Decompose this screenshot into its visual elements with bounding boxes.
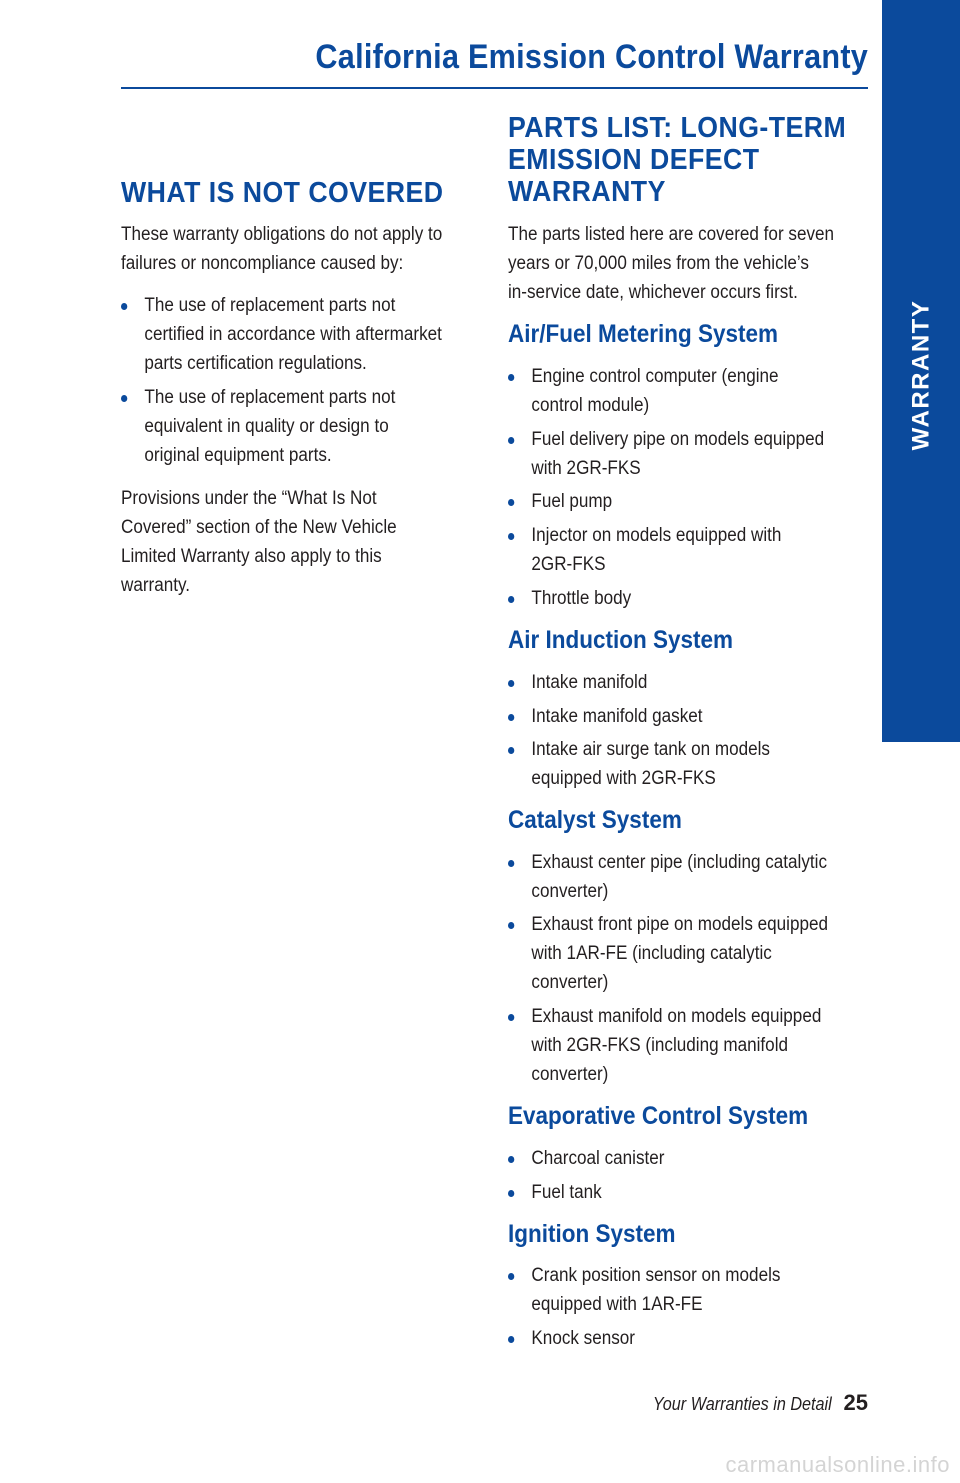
text-line: converter)	[531, 881, 609, 902]
title-divider	[121, 87, 868, 89]
footer-label: Your Warranties in Detail	[652, 1394, 832, 1414]
list-item	[508, 521, 868, 579]
page-footer	[633, 1390, 868, 1416]
text-line: Intake air surge tank on models	[531, 739, 770, 760]
text-line: control module)	[531, 395, 650, 416]
bullet-icon	[508, 1336, 514, 1343]
list-item	[508, 425, 868, 483]
list-item	[508, 1324, 868, 1353]
section-title-air-fuel: Air/Fuel Metering System	[508, 320, 779, 348]
bullet-icon	[508, 714, 514, 721]
text-line: Injector on models equipped with	[531, 525, 782, 546]
text-line: converter)	[531, 1064, 609, 1085]
parts-list-heading-line: WARRANTY	[508, 176, 666, 208]
not-covered-intro	[121, 220, 481, 278]
text-line: 2GR-FKS	[531, 554, 606, 575]
text-line: The parts listed here are covered for seven	[508, 224, 835, 245]
section-title-evaporative: Evaporative Control System	[508, 1102, 809, 1130]
text-line: The use of replacement parts not	[144, 295, 396, 316]
list-item	[121, 383, 481, 470]
bullet-icon	[508, 1156, 514, 1163]
text-line: certified in accordance with aftermarket	[144, 324, 442, 345]
text-line: Charcoal canister	[531, 1148, 665, 1169]
text-line: Knock sensor	[531, 1328, 636, 1349]
section-title-ignition: Ignition System	[508, 1220, 676, 1248]
parts-list-intro	[508, 220, 868, 307]
bullet-icon	[508, 437, 514, 444]
bullet-icon	[508, 1273, 514, 1280]
text-line: warranty.	[121, 575, 191, 596]
bullet-icon	[508, 499, 514, 506]
text-line: Intake manifold gasket	[531, 706, 703, 727]
parts-list-heading-line: PARTS LIST: LONG-TERM	[508, 112, 847, 144]
bullet-icon	[508, 860, 514, 867]
watermark: carmanualsonline.info	[725, 1452, 950, 1477]
list-item	[508, 1144, 868, 1173]
text-line: Crank position sensor on models	[531, 1265, 781, 1286]
list-item	[508, 584, 868, 613]
text-line: Throttle body	[531, 588, 632, 609]
list-item	[508, 1178, 868, 1207]
text-line: with 1AR-FE (including catalytic	[531, 943, 772, 964]
text-line: equipped with 2GR-FKS	[531, 768, 716, 789]
parts-list-heading-line: EMISSION DEFECT	[508, 144, 760, 176]
text-line: parts certification regulations.	[144, 353, 367, 374]
text-line: Intake manifold	[531, 672, 648, 693]
text-line: Limited Warranty also apply to this	[121, 546, 382, 567]
text-line: original equipment parts.	[144, 445, 332, 466]
list-item	[508, 848, 868, 906]
bullet-icon	[121, 395, 127, 402]
text-line: Fuel delivery pipe on models equipped	[531, 429, 825, 450]
provisions-paragraph	[121, 484, 481, 600]
text-line: Exhaust center pipe (including catalytic	[531, 852, 828, 873]
section-title-air-induction: Air Induction System	[508, 626, 734, 654]
text-line: Covered” section of the New Vehicle	[121, 517, 397, 538]
text-line: Engine control computer (engine	[531, 366, 779, 387]
bullet-icon	[508, 680, 514, 687]
list-item	[508, 702, 868, 731]
bullet-icon	[508, 596, 514, 603]
list-item	[508, 487, 868, 516]
list-item	[508, 1002, 868, 1089]
text-line: converter)	[531, 972, 609, 993]
text-line: with 2GR-FKS	[531, 458, 641, 479]
list-item	[508, 1261, 868, 1319]
text-line: years or 70,000 miles from the vehicle’s	[508, 253, 809, 274]
list-item	[121, 291, 481, 378]
text-line: These warranty obligations do not apply to	[121, 224, 443, 245]
text-line: with 2GR-FKS (including manifold	[531, 1035, 789, 1056]
page-number: 25	[843, 1390, 868, 1415]
bullet-icon	[508, 747, 514, 754]
text-line: Fuel pump	[531, 491, 613, 512]
text-line: equipped with 1AR-FE	[531, 1294, 703, 1315]
bullet-icon	[508, 922, 514, 929]
bullet-icon	[508, 1014, 514, 1021]
bullet-icon	[508, 1190, 514, 1197]
text-line: in-service date, whichever occurs first.	[508, 282, 798, 303]
list-item	[508, 668, 868, 697]
bullet-icon	[508, 374, 514, 381]
list-item	[508, 362, 868, 420]
not-covered-heading: WHAT IS NOT COVERED	[121, 177, 444, 209]
text-line: Exhaust front pipe on models equipped	[531, 914, 829, 935]
side-tab-label: WARRANTY	[907, 299, 934, 451]
text-line: The use of replacement parts not	[144, 387, 396, 408]
list-item	[508, 910, 868, 997]
text-line: failures or noncompliance caused by:	[121, 253, 404, 274]
text-line: Fuel tank	[531, 1182, 602, 1203]
text-line: Exhaust manifold on models equipped	[531, 1006, 822, 1027]
page-title: California Emission Control Warranty	[315, 38, 868, 76]
bullet-icon	[121, 303, 127, 310]
side-tab-label-box	[882, 290, 960, 460]
text-line: equivalent in quality or design to	[144, 416, 389, 437]
text-line: Provisions under the “What Is Not	[121, 488, 377, 509]
bullet-icon	[508, 533, 514, 540]
section-title-catalyst: Catalyst System	[508, 806, 682, 834]
list-item	[508, 735, 868, 793]
